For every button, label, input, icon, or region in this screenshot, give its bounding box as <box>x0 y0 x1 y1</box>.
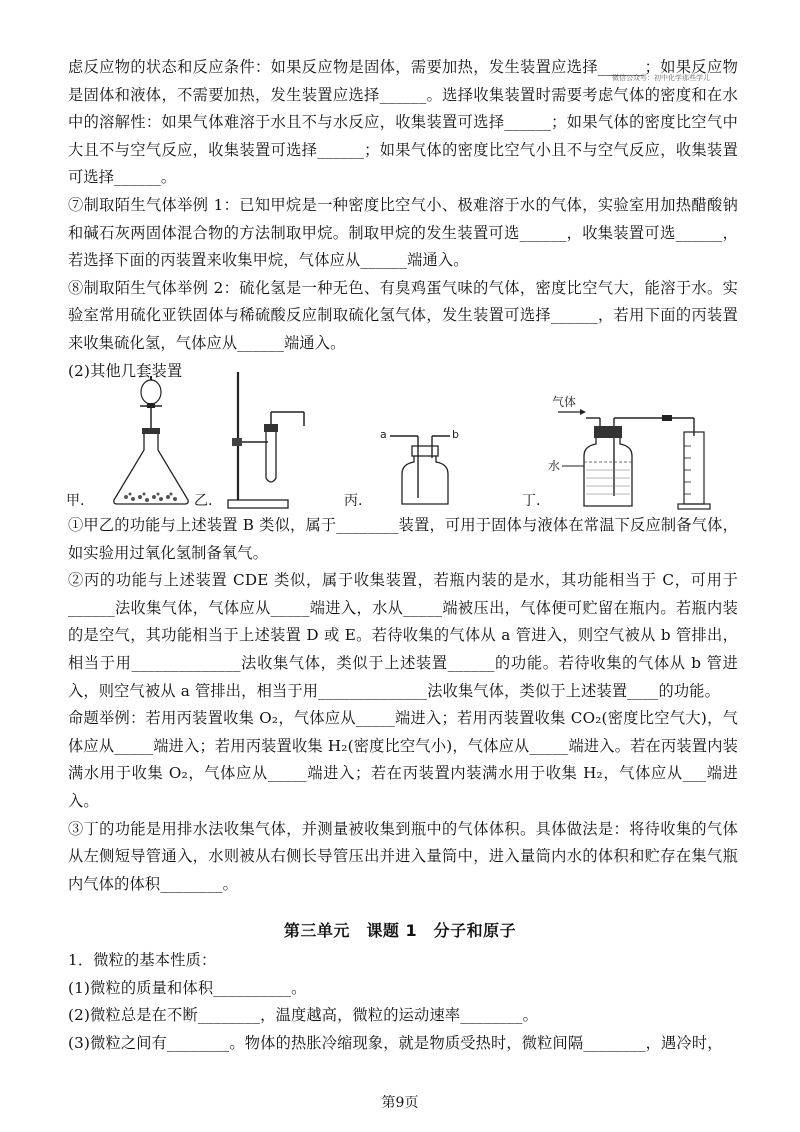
paragraph: 1．微粒的基本性质： <box>68 951 217 969</box>
apparatus-bing <box>370 366 480 512</box>
apparatus-ding <box>544 366 714 512</box>
paragraph: ①甲乙的功能与上述装置 B 类似，属于________装置，可用于固体与液体在常温下反应制备气体，如实验用过氧化氢制备氧气。 <box>68 516 738 562</box>
text-block-bottom <box>68 947 738 1057</box>
port-label-a: a <box>380 428 387 441</box>
port-label-b: b <box>452 428 459 441</box>
figure-label-bing: 丙. <box>344 493 363 509</box>
paragraph: 虑反应物的状态和反应条件：如果反应物是固体，需要加热，发生装置应选择______；如果反应物是固体和液体，不需要加热，发生装置应选择______。选择收集装置时需要考虑气体的密度和在水中的溶解性：如果气体难溶于水且不与水反应，收集装置可选择______；如果气体的密度比空气中大且不与空气反应，收集装置可选择______；如果气体的密度比空气小且不与空气反应，收集装置可选择______。 <box>68 58 738 187</box>
label-water: 水 <box>548 459 561 473</box>
paragraph: 命题举例：若用丙装置收集 O₂，气体应从_____端进入；若用丙装置收集 CO₂(密度比空气大)，气体应从_____端进入；若用丙装置收集 H₂(密度比空气小)，气体应从_____端进入。若在丙装置内装满水用于收集 O₂，气体应从_____端进入；若在丙装置内装满水用于收集 H₂，气体应从___端进入。 <box>68 709 738 810</box>
paragraph: (1)微粒的质量和体积__________。 <box>68 978 307 997</box>
paragraph: (2)微粒总是在不断________，温度越高，微粒的运动速率________。 <box>68 1006 538 1025</box>
figure-label-jia: 甲. <box>66 493 85 509</box>
figure-label-ding: 丁. <box>522 493 541 509</box>
label-gas: 气体 <box>552 395 577 409</box>
apparatus-yi <box>220 366 330 512</box>
paragraph: ⑧制取陌生气体举例 2：硫化氢是一种无色、有臭鸡蛋气味的气体，密度比空气大，能溶于水。实验室常用硫化亚铁固体与稀硫酸反应制取硫化氢气体，发生装置可选择______，若用下面的丙装置来收集硫化氢，气体应从______端通入。 <box>68 278 738 352</box>
paragraph: ②丙的功能与上述装置 CDE 类似，属于收集装置，若瓶内装的是水，其功能相当于 C，可用于______法收集气体，气体应从_____端进入，水从_____端被压出，气体便可贮留在瓶内。若瓶内装的是空气，其功能相当于上述装置 D 或 E。若待收集的气体从 a 管进入，则空气被从 b 管排出，相当于用______________法收集气体，类似于上述装置______的功能。若待收集的气体从 b 管进入，则空气被从 a 管排出，相当于用______________法收集气体，类似于上述装置____的功能。 <box>68 571 738 700</box>
text-block-mid <box>68 512 738 898</box>
figure-label-yi: 乙. <box>194 493 213 509</box>
section-heading: 第三单元 课题 1 分子和原子 <box>283 921 517 940</box>
apparatus-jia <box>96 366 206 512</box>
watermark: 微信公众号：初中化学那些学儿 <box>612 74 710 82</box>
paragraph: ⑦制取陌生气体举例 1：已知甲烷是一种密度比空气小、极难溶于水的气体，实验室用加热醋酸钠和碱石灰两固体混合物的方法制取甲烷。制取甲烷的发生装置可选______，收集装置可选______，若选择下面的丙装置来收集甲烷，气体应从______端通入。 <box>68 195 738 270</box>
text-block-top <box>68 54 738 385</box>
paragraph: (2)其他几套装置 <box>68 361 183 380</box>
paragraph: ③丁的功能是用排水法收集气体，并测量被收集到瓶中的气体体积。具体做法是：将待收集的气体从左侧短导管通入，水则被从右侧长导管压出并进入量筒中，进入量筒内水的体积和贮存在集气瓶内气体的体积________。 <box>68 819 738 893</box>
apparatus-figures <box>60 366 740 512</box>
paragraph: (3)微粒之间有________。物体的热胀冷缩现象，就是物质受热时，微粒间隔________，遇冷时， <box>68 1033 723 1052</box>
page-number: 第9页 <box>381 1095 419 1111</box>
